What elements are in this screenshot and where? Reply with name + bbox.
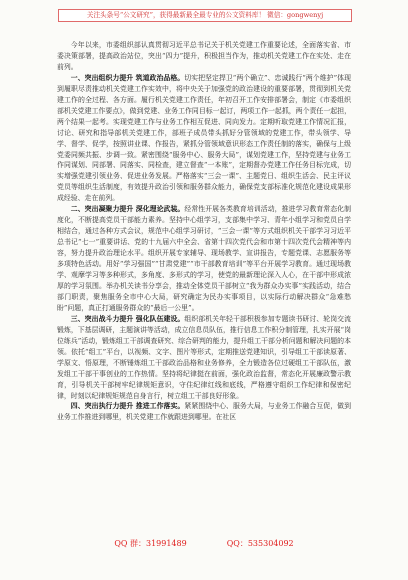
paragraph-text: 经常性开展各类教育培训活动，推进学习教育常态化制度化，不断提高党员干部能力素养。坚持中心组学习，支部集中学习、青年小组学习和党员自学相结合，通过各种方式会议，规范中心组学习研讨，“三会一课”等方式组织机关干部学习习近平总书记“七一”重要讲话、党的十九届六中全会、省第十四次党代会和市第十四次党代会精神等内容，努力提升政治理论水平。组织开展专家辅导、现场教学、宣讲报告，专题党课、志愿服务等多项特色活动。用好“学习强国”“甘肃党建”“市干部教育培训”等平台开展学习教育。通过现场教学、观摩学习等多种形式，多角度、多形式的学习，使党的最新理论深入人心，在干部中形成浓厚的学习氛围。举办机关读书分享会，推动全体党员干部树立“我为群众办实事”实践活动，结合部门职责，聚焦服务全市中心大局，研究确定为民办实事项目，以实际行动解决群众“急难愁盼”问题，真正打通服务群众的“最后一公里”。: [57, 205, 351, 312]
paragraph-text: 组织部机关年轻干部积极参加专题读书研讨、轮岗交流锻炼，下基层调研，主题演讲等活动，成立信息员队伍，推行信息工作积分制管理，扎实开展“岗位练兵”活动，锻炼组工干部调查研究、综合研判的能力，提升组工干部分析问题和解决问题的本领。依托“组工”平台，以视频、文字、图片等形式，定期推送党建知识，引导组工干部读原著、学原文、悟原理，不断锤炼组工干部政治品格和业务修养，全力锻造各位过硬组工干部队伍，激发组工干部干事创业的工作热情。坚持将纪律挺在前面，强化政治监督，常态化开展廉政警示教育，引导机关干部树牢纪律规矩意识，守住纪律红线和底线，严格遵守组织工作纪律和保密纪律，时刻以纪律规矩规范自身言行，树立组工干部良好形象。: [57, 314, 351, 400]
paragraph-text: 切实把坚定捍卫“两个确立”、忠诚践行“两个维护”体现到履职尽责推动机关党建工作实效中，将中央关于加强党的政治建设的重要部署，贯彻到机关党建工作的全过程、各方面。履行机关党建工作责任，年初召开工作安排部署会，制定《市委组织部机关党建工作要点》，做到党建、业务工作同目标一起订，两项工作一起抓，两个责任一起担，两个结果一起考。实现党建工作与业务工作相互促进、同向发力。定期听取党建工作情况汇报，讨论、研究和指导部机关党建工作，部班子成员带头抓好分管领域的党建工作，带头领学、导学、督学、促学，按照讲业课、作报告，紧抓分管领域意识形态工作责任制的落实，确保与上级党委同频共振、步调一致。紧密围绕“服务中心、服务大局”，谋划党建工作，坚持党建与业务工作同谋划、同部署、同落实、同检查，建立督查“一本账”，定期督办党建工作任务目标完成，切实增强党建引领业务、促进业务发展。严格落实“三会一课”、主题党日、组织生活会、民主评议党员等组织生活制度，有效提升政治引领和服务群众能力，确保党支部标准化规范化建设成果形成经验、走在前列。: [57, 73, 351, 203]
footer-contact: [0, 538, 408, 550]
paragraph: [57, 204, 351, 314]
document-body: [57, 40, 351, 534]
paragraph: [57, 40, 351, 73]
promo-banner: 关注头条号“公文研究”，获得最新最全最专业的公文资料库！ 微信：gongwenyj: [58, 9, 352, 22]
paragraph: [57, 314, 351, 402]
section-heading: 一、突出组织力提升 筑道政治品格。: [70, 73, 185, 82]
section-heading: 二、突出凝聚力提升 深化理论武装。: [70, 205, 185, 214]
paragraph: [57, 73, 351, 204]
qq-number: QQ：535304092: [226, 539, 294, 548]
paragraph: [57, 401, 351, 423]
paragraph-text: 紧紧围绕中心、服务大局，与业务工作融合互促，做到业务工作推进到哪里，机关党建工作就跟进到哪里。在社区: [57, 402, 351, 422]
section-heading: 四、突出执行力提升 推进工作落实。: [70, 402, 185, 411]
qq-group: QQ 群：31991489: [114, 539, 187, 548]
paragraph-text: 今年以来，市委组织部认真贯彻习近平总书记关于机关党建工作重要论述，全面落实省、市委决策部署，提高政治站位，突出“四力”提升，积极担当作为，推动机关党建工作在实处、走在前列。: [57, 41, 351, 71]
section-heading: 三、突出战斗力提升 强化队伍建设。: [70, 314, 185, 323]
